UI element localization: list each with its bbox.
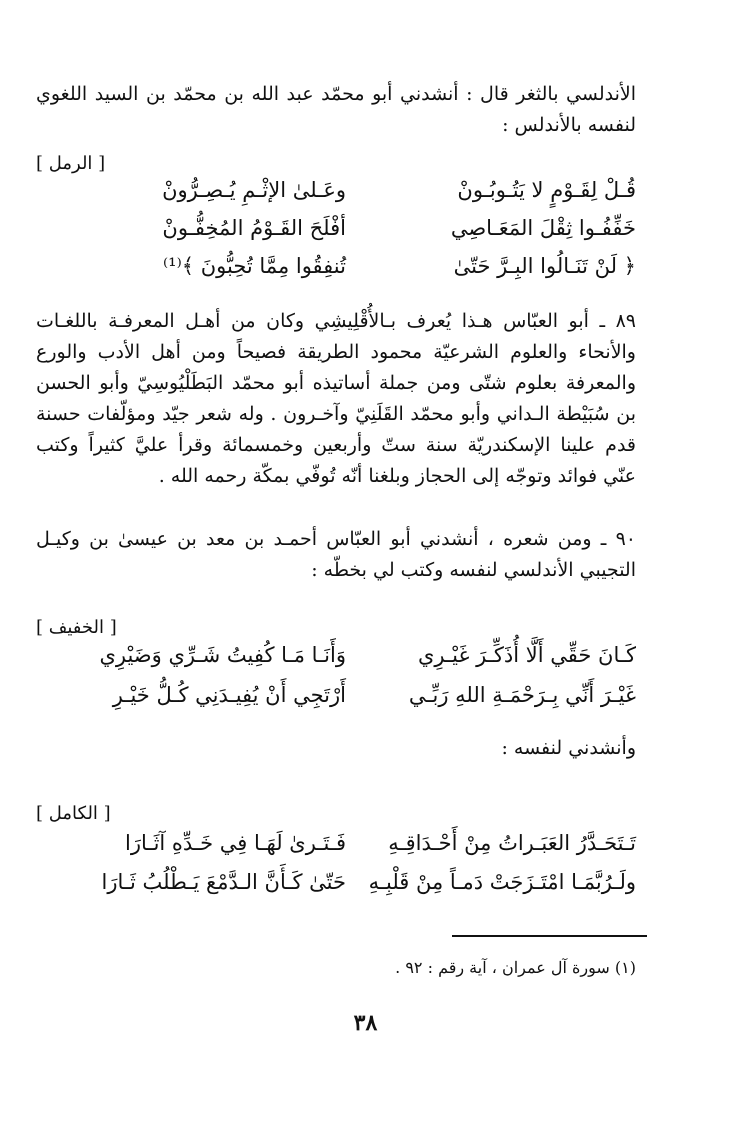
hemistich-first: ﴿ لَنْ تَنَـالُوا البِـرَّ حَتّىٰ <box>453 254 636 278</box>
poem3-verse-1 <box>0 831 731 865</box>
recite-text: وأنشدني لنفسه : <box>501 737 636 759</box>
poem3-verse-2 <box>0 870 731 904</box>
poem2-verse-2 <box>0 683 731 717</box>
intro-text: الأندلسي بالثغر قال : أنشدني أبو محمّد عبد الله بن محمّد بن السيد اللغوي لنفسه بالأندلس : <box>36 83 636 136</box>
poem1-verse-3 <box>0 254 731 286</box>
hemistich-first: كَـانَ حَقِّي أَلَّا أُذَكِّـرَ غَيْـرِي <box>417 643 636 667</box>
intro-paragraph <box>36 79 636 141</box>
entry-89-text: ٨٩ ـ أبو العبّاس هـذا يُعرف بـالأُقْلِيشِي وكان من أهـل المعرفـة باللغـات والأنحاء والعلوم الشرعيّة محمود الطريقة فصيحاً ومن أهل الأدب والورع والمعرفة بعلوم شتّى ومن جملة أساتيذه أبو محمّد البَطَلْيُوسِيّ وأبو الحسن بن سُبَيْطة الـداني وأبو محمّد القَلَنِيّ وآخـرون . وله شعر جيّد ومؤلّفات حسنة قدم علينا الإسكندريّة سنة ستّ وأربعين وخمسمائة وقرأ عليَّ كثيراً وكتب عنّي فوائد وتوجّه إلى الحجاز وبلغنا أنّه تُوفّي بمكّة رحمه الله . <box>36 310 636 487</box>
poem1-verse-2 <box>0 216 731 248</box>
paragraph-89 <box>36 306 636 492</box>
paragraph-90 <box>36 524 636 586</box>
hemistich-second: حَتّىٰ كَـأَنَّ الـدَّمْعَ يَـطْلُبُ ثَـارَا <box>101 870 346 894</box>
poem2-verse-1 <box>0 643 731 677</box>
hemistich-second: فَـتَـرىٰ لَهَـا فِي خَـدِّهِ آثَـارَا <box>125 831 346 855</box>
entry-90-text: ٩٠ ـ ومن شعره ، أنشدني أبو العبّاس أحمـد بن معد بن عيسىٰ بن وكيـل التجيبي الأندلسي لنفسه وكتب لي بخطّه : <box>36 528 636 581</box>
poem1-meter-label: [ الرمل ] <box>36 153 106 174</box>
hemistich-first: غَيْـرَ أَنِّي بِـرَحْمَـةِ اللهِ رَبِّـي <box>408 683 636 707</box>
hemistich-first: ولَـرُبَّمَـا امْتَـزَجَتْ دَمـاً مِنْ قَلْبِـهِ <box>368 870 636 894</box>
hemistich-first: تَـتَحَـدَّرُ العَبَـراتُ مِنْ أَحْـدَاقِـهِ <box>388 831 636 855</box>
poem1-verse-1 <box>0 178 731 210</box>
hemistich-second: أفْلَحَ القَـوْمُ المُخِفُّـونْ <box>162 216 346 240</box>
hemistich-second: وَأَنَـا مَـا كُفِيتُ شَـرِّي وَضَيْرِي <box>99 643 346 667</box>
hemistich-first: خَفِّفُـوا ثِقْلَ المَعَـاصِي <box>450 216 636 240</box>
hemistich-second: أَرْتَجِي أَنْ يُفِيـدَنِي كُـلُّ خَيْـرِ <box>112 683 346 707</box>
recite-line <box>36 733 636 764</box>
poem2-meter-label: [ الخفيف ] <box>36 617 117 638</box>
hemistich-first: قُـلْ لِقَـوْمٍ لا يَتُـوبُـونْ <box>457 178 636 202</box>
poem3-meter-label: [ الكامل ] <box>36 803 111 824</box>
page-number: ٣٨ <box>353 1010 378 1036</box>
hemistich-second: وعَـلىٰ الإثْـمِ يُـصِـرُّونْ <box>162 178 346 202</box>
footnote: (١) سورة آل عمران ، آية رقم : ٩٢ . <box>395 958 636 977</box>
footnote-separator <box>452 935 647 937</box>
hemistich-second: تُنفِقُوا مِمَّا تُحِبُّونَ ﴾⁽¹⁾ <box>163 254 346 278</box>
